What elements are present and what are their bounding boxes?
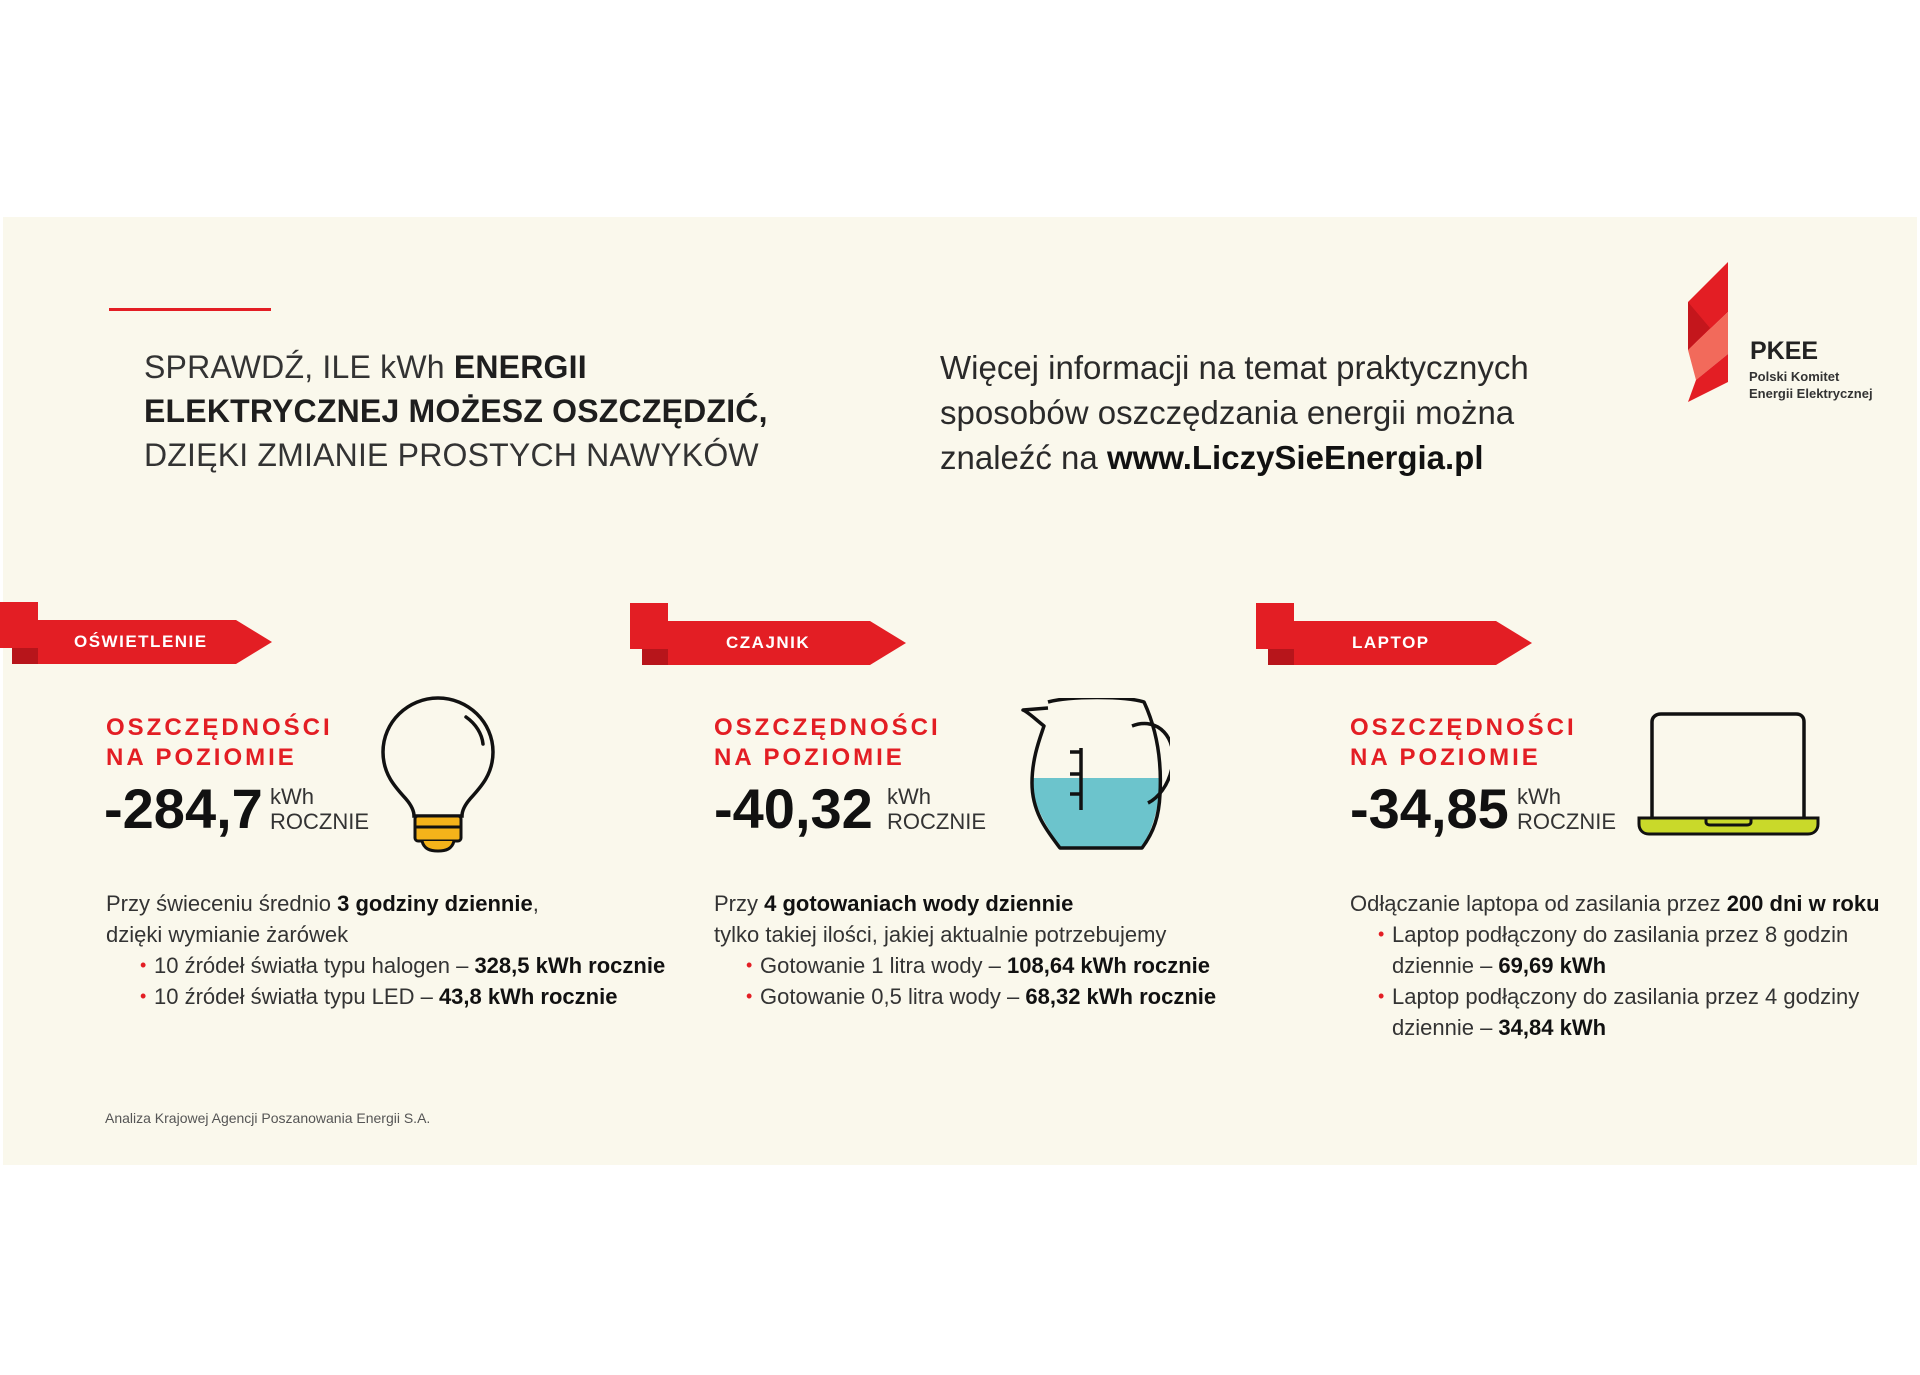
unit-kwh: kWh (887, 784, 931, 809)
kettle-icon (1020, 698, 1170, 853)
logo-title: PKEE (1750, 337, 1819, 365)
tag-kettle-label: CZAJNIK (726, 633, 811, 652)
value-kettle: -40,32 (714, 777, 873, 840)
bullet-bold: 68,32 kWh rocznie (1025, 984, 1217, 1009)
unit-kwh: kWh (1517, 784, 1561, 809)
bullet-text: 10 źródeł światła typu halogen – (154, 953, 475, 978)
tag-laptop-label: LAPTOP (1352, 633, 1430, 652)
savings-title-kettle: OSZCZĘDNOŚCI NA POZIOMIE (714, 714, 941, 771)
value-lighting: -284,7 (104, 777, 263, 840)
description-laptop-line-1 (1350, 888, 1900, 919)
list-item: • 10 źródeł światła typu halogen – 328,5 kWh rocznie (140, 953, 666, 978)
headline (144, 345, 784, 477)
headline-part-1: SPRAWDŹ, ILE kWh (144, 349, 454, 385)
savings-title-laptop: OSZCZĘDNOŚCI NA POZIOMIE (1350, 714, 1577, 771)
desc-text: , (532, 891, 539, 916)
desc-text: Przy (714, 891, 765, 916)
bullet-bold: 34,84 kWh (1498, 1015, 1607, 1040)
desc-text: Odłączanie laptopa od zasilania przez (1350, 891, 1727, 916)
tag-kettle (630, 603, 910, 665)
bullet-text: 10 źródeł światła typu LED – (154, 984, 439, 1009)
bullet-text: Laptop podłączony do zasilania przez 8 godzin dziennie – (1392, 922, 1849, 978)
unit-yearly: ROCZNIE (270, 809, 369, 834)
unit-yearly: ROCZNIE (1517, 809, 1616, 834)
list-item: • Gotowanie 1 litra wody – 108,64 kWh rocznie (746, 953, 1211, 978)
unit-laptop (1517, 784, 1616, 834)
list-item: • Gotowanie 0,5 litra wody – 68,32 kWh rocznie (746, 984, 1217, 1009)
unit-lighting (270, 784, 369, 834)
bullet-bold: 69,69 kWh (1498, 953, 1607, 978)
desc-bold: 200 dni w roku (1726, 891, 1880, 916)
description-kettle-line-1 (714, 888, 1314, 919)
description-kettle-line-2: tylko takiej ilości, jakiej aktualnie potrzebujemy (714, 922, 1167, 947)
savings-title-lighting: OSZCZĘDNOŚCI NA POZIOMIE (106, 714, 333, 771)
unit-kettle (887, 784, 986, 834)
tag-lighting-label: OŚWIETLENIE (74, 632, 208, 651)
headline-part-2: ENERGII ELEKTRYCZNEJ MOŻESZ OSZCZĘDZIĆ, (144, 349, 768, 429)
desc-bold: 3 godziny dziennie (337, 891, 533, 916)
unit-yearly: ROCZNIE (887, 809, 986, 834)
description-laptop (1350, 888, 1900, 1043)
tag-lighting (0, 602, 275, 664)
desc-text: Przy świeceniu średnio (106, 891, 338, 916)
description-kettle (714, 888, 1314, 1012)
bullet-text: Gotowanie 0,5 litra wody – (760, 984, 1026, 1009)
logo-subtitle-line-1: Polski Komitet (1749, 369, 1840, 384)
description-lighting (106, 888, 706, 1012)
light-bulb-icon (378, 695, 498, 855)
bullet-bold: 108,64 kWh rocznie (1007, 953, 1211, 978)
bullet-text: Laptop podłączony do zasilania przez 4 godziny dziennie – (1392, 984, 1860, 1040)
value-laptop: -34,85 (1350, 777, 1509, 840)
list-item: • Laptop podłączony do zasilania przez 4 godziny dziennie – 34,84 kWh (1378, 984, 1860, 1040)
info-text (940, 345, 1580, 480)
logo-subtitle-line-2: Energii Elektrycznej (1749, 386, 1873, 401)
bullet-text: Gotowanie 1 litra wody – (760, 953, 1008, 978)
accent-rule (109, 308, 271, 311)
list-item: • Laptop podłączony do zasilania przez 8 godzin dziennie – 69,69 kWh (1378, 922, 1849, 978)
description-lighting-line-2: dzięki wymianie żarówek (106, 922, 349, 947)
source-note: Analiza Krajowej Agencji Poszanowania Energii S.A. (105, 1110, 431, 1126)
info-body: Więcej informacji na temat praktycznych sposobów oszczędzania energii można znaleźć na (940, 349, 1529, 476)
info-url[interactable]: www.LiczySieEnergia.pl (1106, 439, 1484, 476)
headline-part-3: DZIĘKI ZMIANIE PROSTYCH NAWYKÓW (144, 437, 759, 473)
tag-laptop (1256, 603, 1536, 665)
description-lighting-line-1 (106, 888, 706, 919)
desc-bold: 4 gotowaniach wody dziennie (764, 891, 1074, 916)
unit-kwh: kWh (270, 784, 314, 809)
logo-subtitle (1749, 368, 1909, 402)
bullet-bold: 328,5 kWh rocznie (474, 953, 666, 978)
bullet-bold: 43,8 kWh rocznie (438, 984, 618, 1009)
laptop-icon (1636, 710, 1821, 840)
list-item: • 10 źródeł światła typu LED – 43,8 kWh rocznie (140, 984, 618, 1009)
